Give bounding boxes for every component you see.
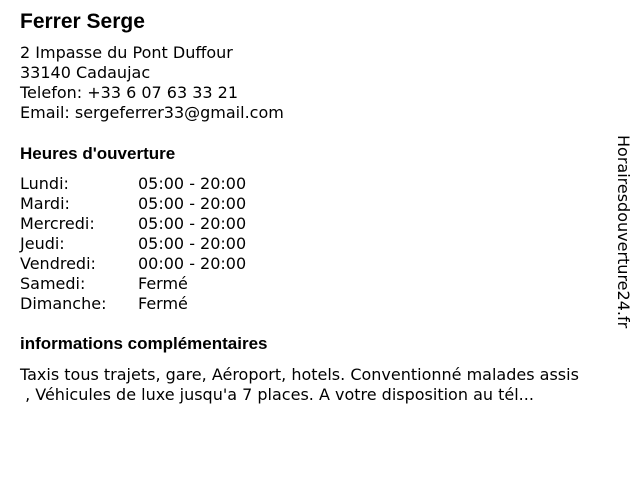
day-label: Lundi: — [20, 174, 69, 193]
time-value: Fermé — [138, 294, 188, 313]
site-watermark: Horairesdouverture24.fr — [614, 135, 633, 329]
day-label: Samedi: — [20, 274, 86, 293]
time-value: 00:00 - 20:00 — [138, 254, 247, 273]
day-label: Mercredi: — [20, 214, 95, 233]
day-label: Dimanche: — [20, 294, 107, 313]
time-value: Fermé — [138, 274, 188, 293]
info-line: , Véhicules de luxe jusqu'a 7 places. A votre disposition au tél... — [20, 385, 534, 404]
business-name: Ferrer Serge — [20, 10, 145, 33]
additional-info-text — [20, 365, 632, 405]
phone-number: Telefon: +33 6 07 63 33 21 — [20, 83, 239, 102]
email-address: Email: sergeferrer33@gmail.com — [20, 103, 284, 122]
time-value: 05:00 - 20:00 — [138, 234, 247, 253]
time-value: 05:00 - 20:00 — [138, 214, 247, 233]
day-label: Mardi: — [20, 194, 70, 213]
additional-info-heading: informations complémentaires — [20, 334, 268, 353]
time-value: 05:00 - 20:00 — [138, 194, 247, 213]
contact-block — [20, 43, 284, 123]
opening-hours-heading: Heures d'ouverture — [20, 144, 176, 163]
time-value: 05:00 - 20:00 — [138, 174, 247, 193]
info-line: Taxis tous trajets, gare, Aéroport, hotels. Conventionné malades assis — [20, 365, 579, 384]
day-label: Vendredi: — [20, 254, 96, 273]
address-street: 2 Impasse du Pont Duffour — [20, 43, 233, 62]
day-label: Jeudi: — [20, 234, 65, 253]
address-city: 33140 Cadaujac — [20, 63, 151, 82]
